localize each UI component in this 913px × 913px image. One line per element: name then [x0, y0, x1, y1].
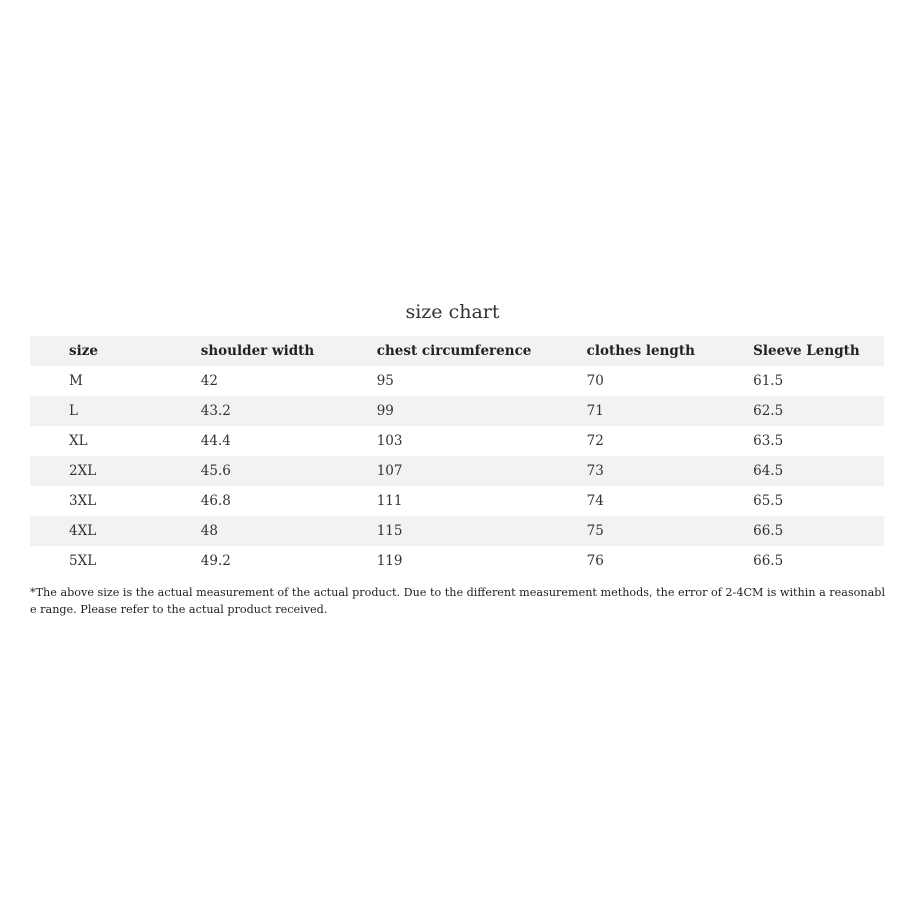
cell-size: 2XL: [30, 456, 201, 486]
cell-shoulder-width: 43.2: [201, 396, 377, 426]
cell-sleeve-length: 61.5: [753, 373, 784, 389]
table-row: [30, 396, 884, 426]
measurement-note: *The above size is the actual measurement of the actual product. Due to the different measurement methods, the error of 2-4CM is within a reasonable range. Please refer to the actual product received.: [30, 586, 886, 616]
table-row: [30, 456, 884, 486]
header-chest-circumference: chest circumference: [377, 336, 587, 366]
cell-clothes-length: 73: [587, 456, 754, 486]
cell-clothes-length: 72: [586, 433, 604, 449]
cell-shoulder-width: 45.6: [201, 456, 377, 486]
table-header-row: [30, 336, 884, 366]
size-chart-table: [30, 336, 884, 576]
cell-sleeve-length: 64.5: [753, 456, 884, 486]
cell-sleeve-length: 66.5: [753, 516, 884, 546]
cell-size: L: [30, 396, 201, 426]
cell-shoulder-width: 49.2: [200, 553, 231, 569]
cell-sleeve-length: 63.5: [753, 433, 784, 449]
cell-clothes-length: 75: [587, 516, 754, 546]
table-row: [30, 426, 884, 456]
size-chart-title: size chart: [405, 301, 500, 323]
cell-sleeve-length: 62.5: [753, 396, 884, 426]
cell-chest-circumference: 119: [376, 553, 403, 569]
cell-size: 3XL: [69, 493, 97, 509]
cell-clothes-length: 71: [587, 396, 754, 426]
cell-chest-circumference: 103: [376, 433, 403, 449]
cell-shoulder-width: 48: [201, 516, 377, 546]
cell-clothes-length: 70: [586, 373, 604, 389]
cell-chest-circumference: 115: [377, 516, 587, 546]
cell-shoulder-width: 44.4: [200, 433, 231, 449]
table-row: [30, 486, 884, 516]
header-clothes-length: clothes length: [587, 336, 754, 366]
cell-size: 4XL: [30, 516, 201, 546]
table-row: [30, 366, 884, 396]
cell-clothes-length: 74: [586, 493, 604, 509]
cell-shoulder-width: 42: [200, 373, 218, 389]
cell-shoulder-width: 46.8: [200, 493, 231, 509]
cell-size: M: [69, 373, 83, 389]
cell-chest-circumference: 107: [377, 456, 587, 486]
cell-sleeve-length: 65.5: [753, 493, 784, 509]
cell-chest-circumference: 99: [377, 396, 587, 426]
cell-size: XL: [69, 433, 88, 449]
cell-clothes-length: 76: [586, 553, 604, 569]
header-size: size: [30, 336, 201, 366]
cell-chest-circumference: 111: [376, 493, 403, 509]
table-row: [30, 546, 884, 576]
header-shoulder-width: shoulder width: [201, 336, 377, 366]
cell-size: 5XL: [69, 553, 97, 569]
header-sleeve-length: Sleeve Length: [753, 336, 884, 366]
table-row: [30, 516, 884, 546]
cell-sleeve-length: 66.5: [753, 553, 784, 569]
cell-chest-circumference: 95: [376, 373, 394, 389]
